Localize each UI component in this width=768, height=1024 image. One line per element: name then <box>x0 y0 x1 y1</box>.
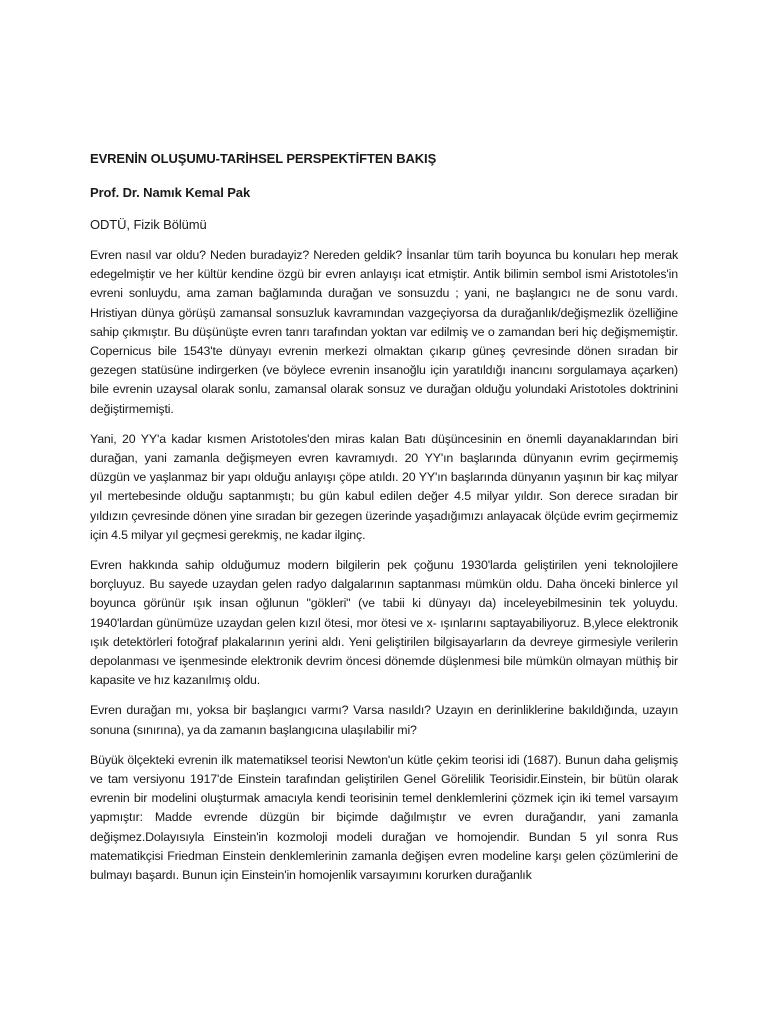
paragraph-4: Evren durağan mı, yoksa bir başlangıcı varmı? Varsa nasıldı? Uzayın en derinliklerine bakıldığında, uzayın sonuna (sınırına), ya da zamanın başlangıcına ulaşılabilir mi? <box>90 703 678 737</box>
paragraph-3: Evren hakkında sahip olduğumuz modern bilgilerin pek çoğunu 1930'larda geliştirilen yeni teknolojilere borçluyuz. Bu sayede uzaydan gelen radyo dalgalarının saptanması mümkün oldu. Daha önceki binlerce yıl boyunca görünür ışık insan oğlunun "gökleri" (ve tabii ki dünyayı da) inceleyebilmesinin tek yoluydu. 1940'lardan günümüze uzaydan gelen kızıl ötesi, mor ötesi ve x- ışınlarını saptayabiliyoruz. B,ylece elektronik ışık detektörleri fotoğraf plakalarının yerini aldı. Yeni geliştirilen bilgisayarların da devreye girmesiyle verilerin depolanması ve işenmesinde elektronik devrim öncesi dönemde düşlenmesi bile mümkün olmayan müthiş bir kapasite ve hız kazanılmış oldu. <box>90 558 678 688</box>
document-author: Prof. Dr. Namık Kemal Pak <box>90 185 251 200</box>
document-affiliation: ODTÜ, Fizik Bölümü <box>90 217 207 232</box>
document-title: EVRENİN OLUŞUMU-TARİHSEL PERSPEKTİFTEN BAKIŞ <box>90 151 437 166</box>
document-body <box>90 150 678 896</box>
paragraph-1: Evren nasıl var oldu? Neden buradayiz? Nereden geldik? İnsanlar tüm tarih boyunca bu konuları hep merak edegelmiştir ve her kültür kendine özgü bir evren anlayışı icat etmiştir. Antik bilimin sembol ismi Aristotoles'in evreni sonluydu, ama zaman bağlamında durağan ve sonsuzdu ; yani, ne başlangıcı ne de sonu vardı. Hristiyan dünya görüşü zamansal sonsuzluk kavramından vazgeçiyorsa da durağanlık/değişmezlik özelliğine sahip çıkmıştır. Bu düşünüşte evren tanrı tarafından yoktan var edilmiş ve o zamandan beri hiç değişmemiştir. Copernicus bile 1543'te dünyayı evrenin merkezi olmaktan çıkarıp güneş çevresinde dönen sıradan bir gezegen statüsüne indirgerken (ve böylece evrenin insanoğlu için yaratıldığı inancını sorgulamaya açarken) bile evrenin uzaysal olarak sonlu, zamansal olarak sonsuz ve durağan olduğu yolundaki Aristotoles doktrinini değiştirmemişti. <box>90 248 678 416</box>
paragraph-5: Büyük ölçekteki evrenin ilk matematiksel teorisi Newton'un kütle çekim teorisi idi (1687). Bunun daha gelişmiş ve tam versiyonu 1917'de Einstein tarafından geliştirilen Genel Görelilik Teorisidir.Einstein, bir bütün olarak evrenin bir modelini oluşturmak amacıyla kendi teorisinin temel denklemlerini çözmek için iki temel varsayım yapmıştır: Madde evrende düzgün bir biçimde dağılmıştır ve evren durağandır, yani zamanla değişmez.Dolayısıyla Einstein'in kozmoloji modeli durağan ve homojendir. Bundan 5 yıl sonra Rus matematikçisi Friedman Einstein denklemlerinin zamanla değişen evren modeline karşı gelen çözümlerini de bulmayı başardı. Bunun için Einstein'in homojenlik varsayımını korurken durağanlık <box>90 752 678 883</box>
paragraph-2: Yani, 20 YY'a kadar kısmen Aristotoles'den miras kalan Batı düşüncesinin en önemli dayanaklarından biri durağan, yani zamanla değişmeyen evren kavramıydı. 20 YY'ın başlarında dünyanın evrim geçirmemiş düzgün ve yaşlanmaz bir yapı olduğu anlayışı çöpe atıldı. 20 YY'ın başlarında dünyanın yaşının bir kaç milyar yıl mertebesinde olduğu saptanmıştı; bu gün kabul edilen değer 4.5 milyar yıldır. Son derece sıradan bir yıldızın çevresinde dönen yine sıradan bir gezegen üzerinde yaşadığımızı anlayacak ölçüde evrim geçirmemiz için 4.5 milyar yıl geçmesi gerekmiş, ne kadar ilginç. <box>90 431 678 542</box>
